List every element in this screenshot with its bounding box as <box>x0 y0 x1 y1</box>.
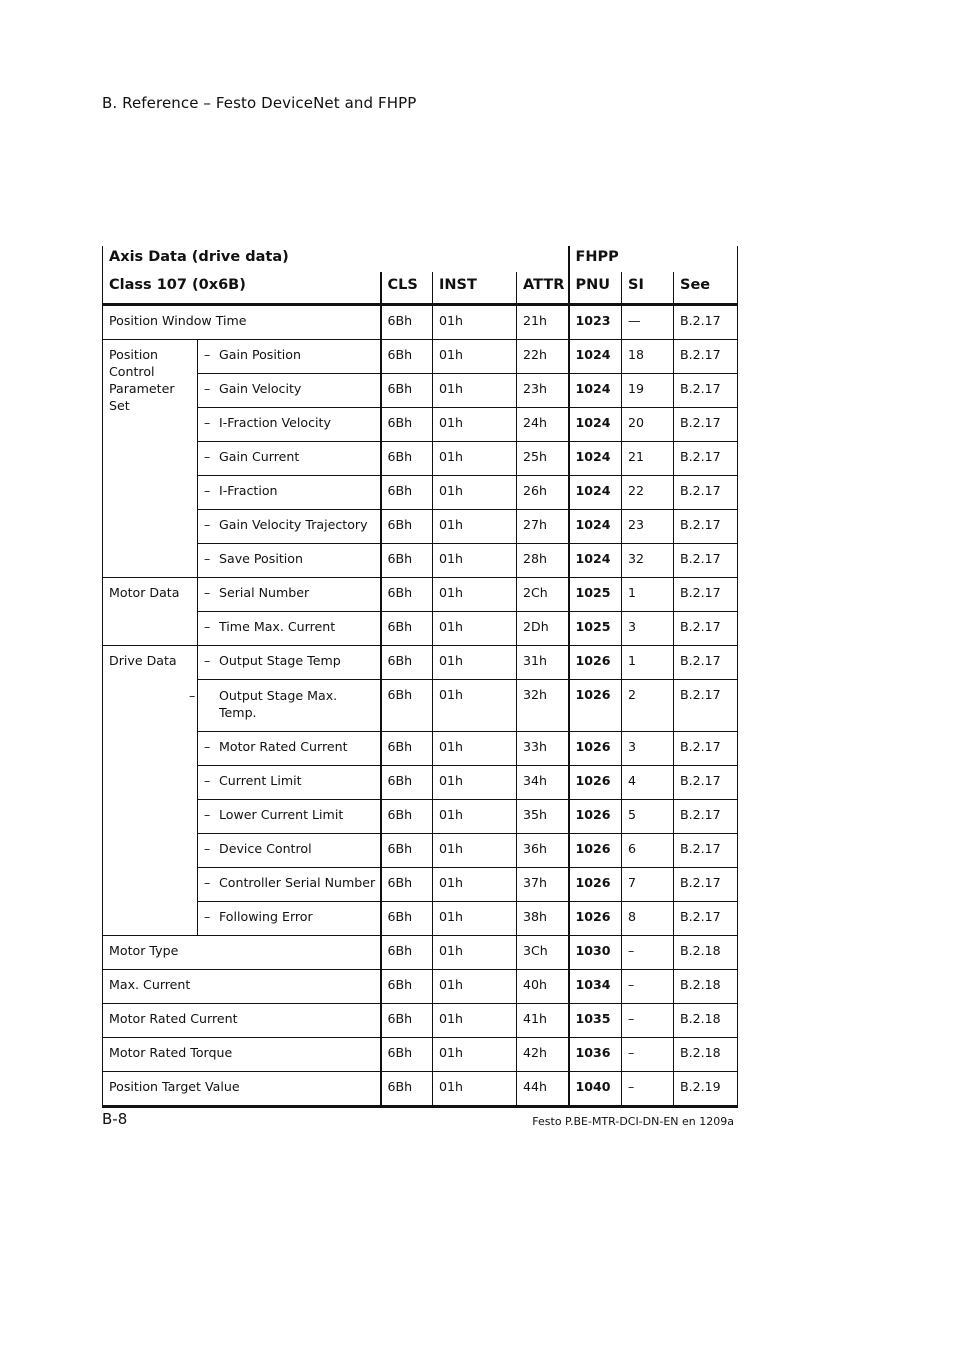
attr-column-header: ATTR <box>517 272 569 305</box>
table-row <box>103 800 738 834</box>
sub-item-label: Following Error <box>219 909 313 924</box>
attr-cell: 28h <box>517 544 569 578</box>
table-row <box>103 374 738 408</box>
cls-cell: 6Bh <box>381 1072 433 1107</box>
see-cell: B.2.18 <box>674 1038 738 1072</box>
si-cell: 18 <box>622 340 674 374</box>
see-cell: B.2.17 <box>674 340 738 374</box>
pnu-cell: 1035 <box>569 1004 622 1038</box>
see-cell: B.2.19 <box>674 1072 738 1107</box>
see-cell: B.2.17 <box>674 680 738 732</box>
inst-cell: 01h <box>433 868 517 902</box>
si-cell: 4 <box>622 766 674 800</box>
bullet-dash: – <box>204 773 211 788</box>
table-row <box>103 902 738 936</box>
see-cell: B.2.17 <box>674 476 738 510</box>
table-row <box>103 732 738 766</box>
pnu-cell: 1026 <box>569 732 622 766</box>
cls-cell: 6Bh <box>381 902 433 936</box>
pnu-cell: 1024 <box>569 374 622 408</box>
table-row <box>103 680 738 732</box>
si-cell: 5 <box>622 800 674 834</box>
page-header: B. Reference – Festo DeviceNet and FHPP <box>102 94 417 112</box>
si-cell: 19 <box>622 374 674 408</box>
pnu-cell: 1024 <box>569 442 622 476</box>
table-row <box>103 834 738 868</box>
inst-cell: 01h <box>433 732 517 766</box>
see-cell: B.2.17 <box>674 612 738 646</box>
see-cell: B.2.17 <box>674 834 738 868</box>
si-cell: 22 <box>622 476 674 510</box>
sub-item-cell <box>198 868 381 902</box>
sub-item-label: Time Max. Current <box>219 619 336 634</box>
inst-cell: 01h <box>433 305 517 340</box>
inst-cell: 01h <box>433 578 517 612</box>
sub-item-label: Gain Velocity Trajectory <box>219 517 368 532</box>
inst-cell: 01h <box>433 476 517 510</box>
table-row <box>103 305 738 340</box>
inst-cell: 01h <box>433 970 517 1004</box>
sub-item-cell <box>198 374 381 408</box>
sub-item-label: Output Stage Temp <box>219 653 341 668</box>
cls-cell: 6Bh <box>381 970 433 1004</box>
bullet-dash: – <box>204 449 211 464</box>
pnu-cell: 1024 <box>569 340 622 374</box>
sub-item-cell <box>198 442 381 476</box>
si-cell: 3 <box>622 732 674 766</box>
si-cell: – <box>622 970 674 1004</box>
bullet-dash: – <box>204 909 211 924</box>
bullet-dash: – <box>204 347 211 362</box>
pnu-cell: 1030 <box>569 936 622 970</box>
see-cell: B.2.17 <box>674 408 738 442</box>
row-label: Position Target Value <box>103 1072 381 1107</box>
cls-cell: 6Bh <box>381 510 433 544</box>
sub-item-cell <box>198 476 381 510</box>
bullet-dash: – <box>204 381 211 396</box>
see-cell: B.2.17 <box>674 732 738 766</box>
see-cell: B.2.17 <box>674 868 738 902</box>
attr-cell: 27h <box>517 510 569 544</box>
table-row <box>103 1038 738 1072</box>
table-row <box>103 476 738 510</box>
inst-cell: 01h <box>433 1072 517 1107</box>
si-cell: 1 <box>622 646 674 680</box>
see-cell: B.2.18 <box>674 970 738 1004</box>
sub-item-cell <box>189 680 381 732</box>
table-row <box>103 442 738 476</box>
si-cell: 20 <box>622 408 674 442</box>
sub-item-label: Current Limit <box>219 773 302 788</box>
cls-cell: 6Bh <box>381 442 433 476</box>
inst-cell: 01h <box>433 374 517 408</box>
pnu-column-header: PNU <box>569 272 622 305</box>
si-cell: 3 <box>622 612 674 646</box>
attr-cell: 35h <box>517 800 569 834</box>
sub-item-label: Gain Position <box>219 347 301 362</box>
pnu-cell: 1040 <box>569 1072 622 1107</box>
see-cell: B.2.18 <box>674 936 738 970</box>
pnu-cell: 1024 <box>569 408 622 442</box>
pnu-cell: 1026 <box>569 646 622 680</box>
sub-item-cell <box>198 732 381 766</box>
table-row <box>103 646 738 680</box>
cls-cell: 6Bh <box>381 834 433 868</box>
see-cell: B.2.17 <box>674 646 738 680</box>
sub-item-cell <box>198 544 381 578</box>
attr-cell: 42h <box>517 1038 569 1072</box>
attr-cell: 22h <box>517 340 569 374</box>
group-label: Motor Data <box>103 578 198 646</box>
attr-cell: 24h <box>517 408 569 442</box>
bullet-dash: – <box>204 653 211 668</box>
group-label: Drive Data <box>103 646 198 936</box>
attr-cell: 23h <box>517 374 569 408</box>
document-id: Festo P.BE-MTR-DCI-DN-EN en 1209a <box>532 1115 734 1128</box>
sub-item-label: I-Fraction Velocity <box>219 415 331 430</box>
bullet-dash: – <box>204 739 211 754</box>
inst-cell: 01h <box>433 442 517 476</box>
sub-item-cell <box>198 408 381 442</box>
inst-cell: 01h <box>433 902 517 936</box>
cls-cell: 6Bh <box>381 1038 433 1072</box>
si-cell: 7 <box>622 868 674 902</box>
cls-cell: 6Bh <box>381 374 433 408</box>
inst-cell: 01h <box>433 834 517 868</box>
pnu-cell: 1026 <box>569 766 622 800</box>
attr-cell: 31h <box>517 646 569 680</box>
pnu-cell: 1025 <box>569 612 622 646</box>
cls-column-header: CLS <box>381 272 433 305</box>
fhpp-header: FHPP <box>569 246 738 272</box>
pnu-cell: 1024 <box>569 476 622 510</box>
cls-cell: 6Bh <box>381 868 433 902</box>
bullet-dash: – <box>204 841 211 856</box>
row-label: Max. Current <box>103 970 381 1004</box>
si-cell: 6 <box>622 834 674 868</box>
cls-cell: 6Bh <box>381 732 433 766</box>
si-cell: – <box>622 1038 674 1072</box>
sub-item-cell <box>198 902 381 936</box>
sub-item-cell <box>198 834 381 868</box>
axis-data-table <box>102 246 738 1108</box>
table-row <box>103 510 738 544</box>
si-cell: 2 <box>622 680 674 732</box>
cls-cell: 6Bh <box>381 612 433 646</box>
pnu-cell: 1023 <box>569 305 622 340</box>
row-label: Motor Type <box>103 936 381 970</box>
inst-cell: 01h <box>433 936 517 970</box>
sub-item-label: Save Position <box>219 551 303 566</box>
see-cell: B.2.17 <box>674 305 738 340</box>
bullet-dash: – <box>204 517 211 532</box>
attr-cell: 2Ch <box>517 578 569 612</box>
inst-cell: 01h <box>433 800 517 834</box>
sub-item-label: Lower Current Limit <box>219 807 344 822</box>
see-cell: B.2.17 <box>674 766 738 800</box>
si-cell: 21 <box>622 442 674 476</box>
table-row <box>103 578 738 612</box>
page-number: B-8 <box>102 1110 128 1128</box>
si-cell: — <box>622 305 674 340</box>
row-label: Position Window Time <box>103 305 381 340</box>
cls-cell: 6Bh <box>381 476 433 510</box>
see-cell: B.2.17 <box>674 544 738 578</box>
table-row <box>103 868 738 902</box>
inst-cell: 01h <box>433 510 517 544</box>
inst-cell: 01h <box>433 766 517 800</box>
row-label: Motor Rated Torque <box>103 1038 381 1072</box>
class-header: Class 107 (0x6B) <box>103 272 381 305</box>
bullet-dash: – <box>189 688 196 703</box>
attr-cell: 3Ch <box>517 936 569 970</box>
table-row <box>103 1004 738 1038</box>
header-spacer <box>381 246 569 272</box>
pnu-cell: 1025 <box>569 578 622 612</box>
sub-item-label: Controller Serial Number <box>219 875 376 890</box>
table-row <box>103 408 738 442</box>
row-label: Motor Rated Current <box>103 1004 381 1038</box>
bullet-dash: – <box>204 483 211 498</box>
bullet-dash: – <box>204 875 211 890</box>
attr-cell: 37h <box>517 868 569 902</box>
sub-item-label: Gain Velocity <box>219 381 302 396</box>
sub-item-cell <box>198 340 381 374</box>
attr-cell: 21h <box>517 305 569 340</box>
inst-cell: 01h <box>433 340 517 374</box>
see-cell: B.2.17 <box>674 800 738 834</box>
sub-item-label: Device Control <box>219 841 312 856</box>
sub-item-label: Serial Number <box>219 585 310 600</box>
inst-cell: 01h <box>433 612 517 646</box>
sub-item-label: Gain Current <box>219 449 300 464</box>
attr-cell: 36h <box>517 834 569 868</box>
attr-cell: 25h <box>517 442 569 476</box>
attr-cell: 40h <box>517 970 569 1004</box>
si-cell: – <box>622 936 674 970</box>
sub-item-label: Output Stage Max. Temp. <box>219 688 338 720</box>
si-cell: 1 <box>622 578 674 612</box>
pnu-cell: 1026 <box>569 834 622 868</box>
sub-item-cell <box>198 510 381 544</box>
cls-cell: 6Bh <box>381 340 433 374</box>
see-cell: B.2.17 <box>674 442 738 476</box>
see-column-header: See <box>674 272 738 305</box>
cls-cell: 6Bh <box>381 680 433 732</box>
see-cell: B.2.17 <box>674 510 738 544</box>
pnu-cell: 1026 <box>569 800 622 834</box>
cls-cell: 6Bh <box>381 408 433 442</box>
inst-column-header: INST <box>433 272 517 305</box>
si-cell: 32 <box>622 544 674 578</box>
si-cell: 23 <box>622 510 674 544</box>
attr-cell: 26h <box>517 476 569 510</box>
pnu-cell: 1036 <box>569 1038 622 1072</box>
bullet-dash: – <box>204 585 211 600</box>
bullet-dash: – <box>204 807 211 822</box>
table-row <box>103 970 738 1004</box>
attr-cell: 33h <box>517 732 569 766</box>
pnu-cell: 1026 <box>569 680 622 732</box>
si-cell: – <box>622 1004 674 1038</box>
si-column-header: SI <box>622 272 674 305</box>
sub-item-label: Motor Rated Current <box>219 739 348 754</box>
table-row <box>103 936 738 970</box>
see-cell: B.2.17 <box>674 902 738 936</box>
attr-cell: 32h <box>517 680 569 732</box>
cls-cell: 6Bh <box>381 800 433 834</box>
attr-cell: 34h <box>517 766 569 800</box>
si-cell: – <box>622 1072 674 1107</box>
table-row <box>103 340 738 374</box>
see-cell: B.2.17 <box>674 374 738 408</box>
cls-cell: 6Bh <box>381 936 433 970</box>
sub-item-label: I-Fraction <box>219 483 278 498</box>
cls-cell: 6Bh <box>381 578 433 612</box>
table-row <box>103 612 738 646</box>
inst-cell: 01h <box>433 1004 517 1038</box>
cls-cell: 6Bh <box>381 766 433 800</box>
pnu-cell: 1026 <box>569 868 622 902</box>
inst-cell: 01h <box>433 1038 517 1072</box>
inst-cell: 01h <box>433 544 517 578</box>
attr-cell: 41h <box>517 1004 569 1038</box>
inst-cell: 01h <box>433 680 517 732</box>
si-cell: 8 <box>622 902 674 936</box>
attr-cell: 38h <box>517 902 569 936</box>
inst-cell: 01h <box>433 646 517 680</box>
table-row <box>103 766 738 800</box>
pnu-cell: 1034 <box>569 970 622 1004</box>
attr-cell: 2Dh <box>517 612 569 646</box>
cls-cell: 6Bh <box>381 646 433 680</box>
pnu-cell: 1024 <box>569 544 622 578</box>
pnu-cell: 1024 <box>569 510 622 544</box>
sub-item-cell <box>198 766 381 800</box>
sub-item-cell <box>198 578 381 612</box>
group-label: Position Control Parameter Set <box>103 340 198 578</box>
see-cell: B.2.17 <box>674 578 738 612</box>
bullet-dash: – <box>204 415 211 430</box>
table-row <box>103 544 738 578</box>
bullet-dash: – <box>204 551 211 566</box>
sub-item-cell <box>198 646 381 680</box>
table-title: Axis Data (drive data) <box>103 246 381 272</box>
attr-cell: 44h <box>517 1072 569 1107</box>
bullet-dash: – <box>204 619 211 634</box>
inst-cell: 01h <box>433 408 517 442</box>
table-row <box>103 1072 738 1107</box>
sub-item-cell <box>198 800 381 834</box>
cls-cell: 6Bh <box>381 544 433 578</box>
sub-item-cell <box>198 612 381 646</box>
cls-cell: 6Bh <box>381 305 433 340</box>
cls-cell: 6Bh <box>381 1004 433 1038</box>
pnu-cell: 1026 <box>569 902 622 936</box>
see-cell: B.2.18 <box>674 1004 738 1038</box>
